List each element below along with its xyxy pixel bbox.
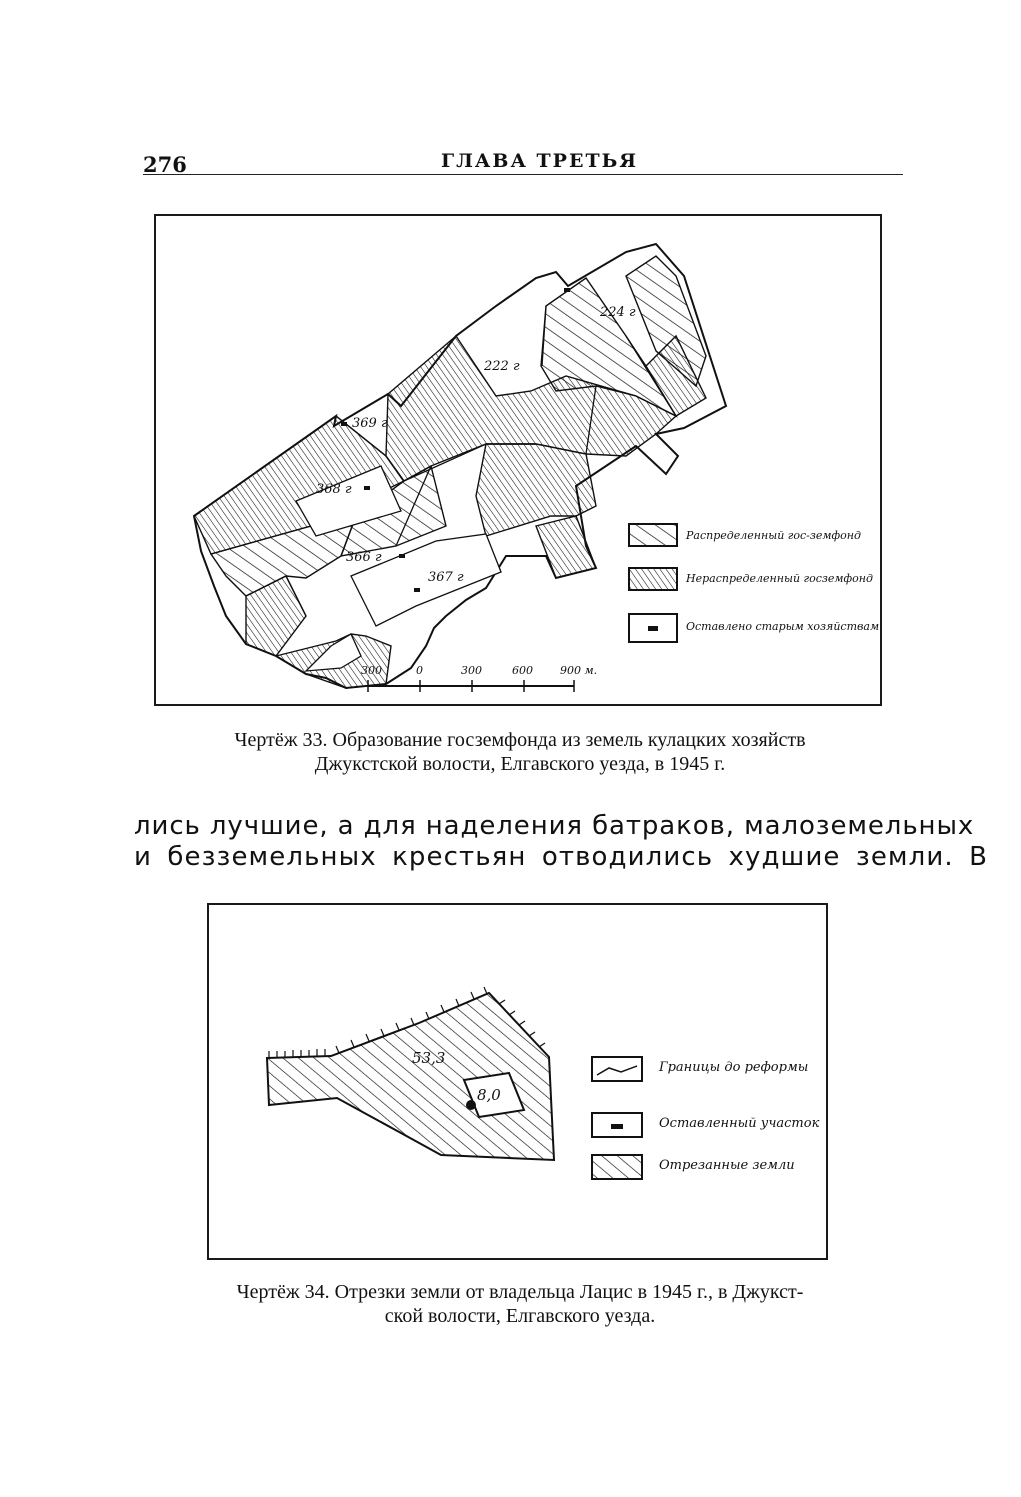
- legend-kept-label: Оставленный участок: [659, 1116, 820, 1131]
- caption-line: ской волости, Елгавского уезда.: [384, 1305, 656, 1327]
- kept-marker: [364, 486, 370, 490]
- kept-plot-marker: [466, 1100, 476, 1110]
- figure-34-drawing: [209, 905, 826, 1258]
- body-text-line: и безземельных крестьян отводились худшие земли. В: [134, 842, 989, 872]
- parcel-label-366: 366 г: [346, 550, 382, 565]
- area-label-cut: 53,3: [412, 1049, 446, 1067]
- caption-line: Чертёж 34. Отрезки земли от владельца Лацис в 1945 г., в Джукст-: [236, 1281, 804, 1303]
- figure-34-caption: [140, 1280, 900, 1328]
- legend-borders-label: Границы до реформы: [659, 1060, 809, 1075]
- page-number: 276: [143, 152, 187, 177]
- legend-kept-marker: [611, 1124, 623, 1129]
- legend-undistributed-swatch: [629, 568, 677, 590]
- legend-cut-swatch: [592, 1155, 642, 1179]
- legend-undistributed-label: Нераспределенный госземфонд: [686, 572, 873, 585]
- parcel-label-222: 222 г: [484, 359, 520, 374]
- figure-33-caption: [140, 728, 900, 776]
- legend-distributed-label: Распределенный гос-земфонд: [686, 529, 861, 542]
- header-rule: [143, 174, 903, 175]
- parcel-label-367: 367 г: [428, 570, 464, 585]
- caption-line: Чертёж 33. Образование госземфонда из земель кулацких хозяйств: [234, 729, 806, 751]
- scale-tick-label: 600: [512, 664, 533, 677]
- caption-line: Джукстской волости, Елгавского уезда, в 1945 г.: [314, 753, 726, 775]
- legend-kept-marker: [648, 626, 658, 631]
- body-text-line: лись лучшие, а для наделения батраков, малоземельных: [134, 811, 975, 841]
- figure-33-map: [154, 214, 882, 706]
- running-head: ГЛАВА ТРЕТЬЯ: [441, 150, 639, 172]
- legend-kept-label: Оставлено старым хозяйствам: [686, 620, 880, 633]
- scale-tick-label: 300: [461, 664, 482, 677]
- parcel-label-368: 368 г: [316, 482, 352, 497]
- kept-marker: [341, 422, 347, 426]
- scale-tick-label: 900 м.: [560, 664, 598, 677]
- area-label-kept: 8,0: [477, 1086, 501, 1104]
- scale-tick-label: 0: [416, 664, 423, 677]
- parcel-label-369: 369 г: [352, 416, 388, 431]
- legend-distributed-swatch: [629, 524, 677, 546]
- legend-borders-swatch: [592, 1057, 642, 1081]
- kept-marker: [564, 288, 570, 292]
- undistributed-parcel: [536, 516, 596, 578]
- scale-tick-label: 300: [361, 664, 382, 677]
- figure-34-map: [207, 903, 828, 1260]
- parcel-label-224: 224 г: [600, 305, 636, 320]
- kept-marker: [414, 588, 420, 592]
- legend-cut-label: Отрезанные земли: [659, 1158, 795, 1173]
- kept-marker: [399, 554, 405, 558]
- figure-33-drawing: [156, 216, 880, 704]
